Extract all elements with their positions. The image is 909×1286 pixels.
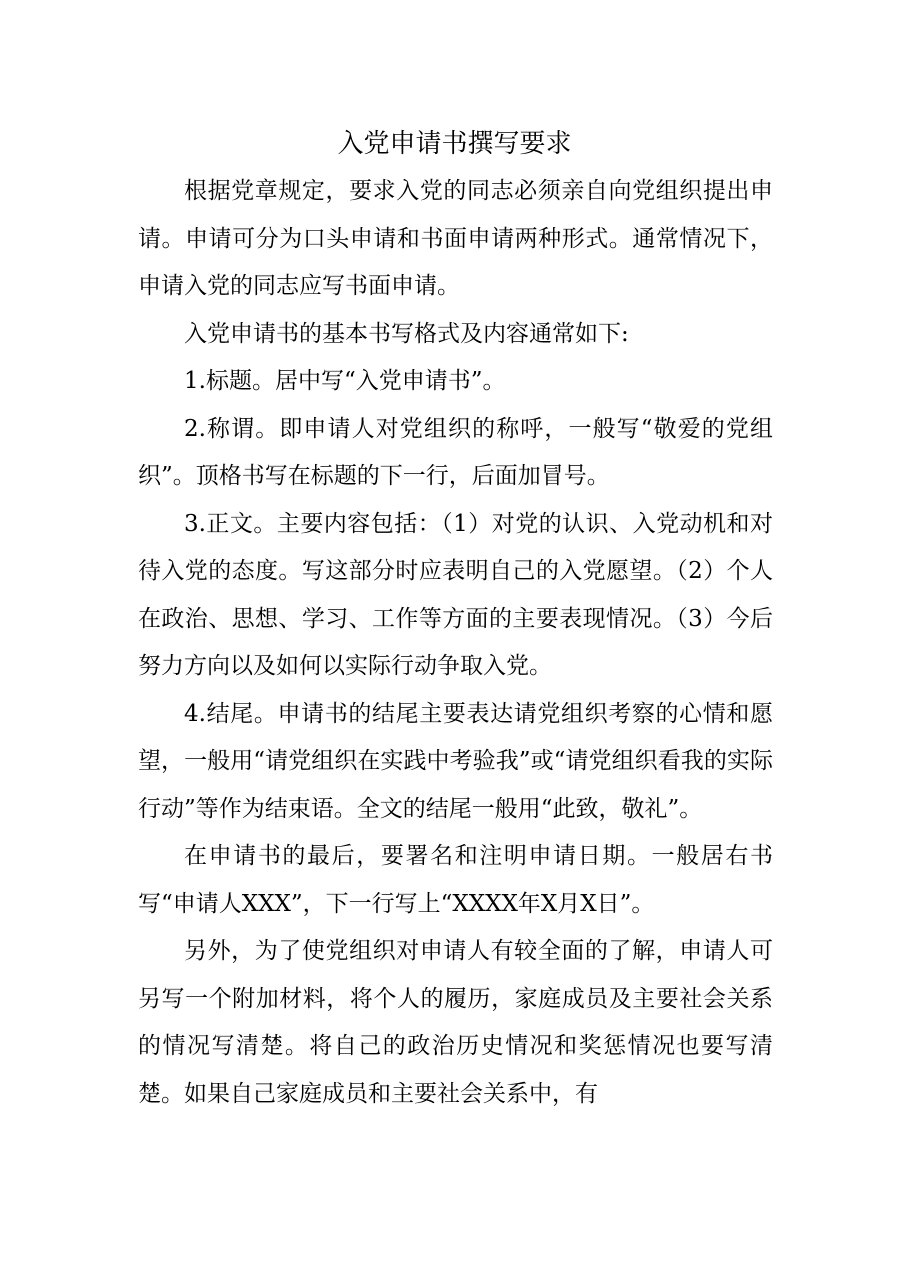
paragraph-format-intro: 入党申请书的基本书写格式及内容通常如下: — [184, 320, 629, 347]
paragraph-additional-material: 另外，为了使党组织对申请人有较全面的了解，申请人可另写一个附加材料，将个人的履历，家庭成员及主要社会关系的情况写清楚。将自己的政治历史情况和奖惩情况也要写清楚。如果自己家庭成员和主要社会关系中，有 — [138, 938, 773, 1107]
paragraph-item-title: 1.标题。居中写“入党申请书”。 — [184, 368, 506, 394]
paragraph-signature: 在申请书的最后，要署名和注明申请日期。一般居右书写“申请人XXX”，下一行写上“XXXX年X月X日”。 — [138, 843, 773, 917]
paragraph-item-salutation: 2.称谓。即申请人对党组织的称呼，一般写“敬爱的党组织”。顶格书写在标题的下一行，后面加冒号。 — [138, 415, 773, 489]
paragraph-item-ending: 4.结尾。申请书的结尾主要表达请党组织考察的心情和愿望，一般用“请党组织在实践中考验我”或“请党组织看我的实际行动”等作为结束语。全文的结尾一般用“此致，敬礼”。 — [138, 700, 773, 822]
paragraph-intro: 根据党章规定，要求入党的同志必须亲自向党组织提出申请。申请可分为口头申请和书面申请两种形式。通常情况下，申请入党的同志应写书面申请。 — [138, 178, 773, 299]
paragraph-item-body: 3.正文。主要内容包括：（1）对党的认识、入党动机和对待入党的态度。写这部分时应表明自己的入党愿望。（2）个人在政治、思想、学习、工作等方面的主要表现情况。（3）今后努力方向以及如何以实际行动争取入党。 — [138, 510, 773, 679]
document-body — [138, 168, 773, 1118]
document-title: 入党申请书撰写要求 — [337, 129, 572, 159]
